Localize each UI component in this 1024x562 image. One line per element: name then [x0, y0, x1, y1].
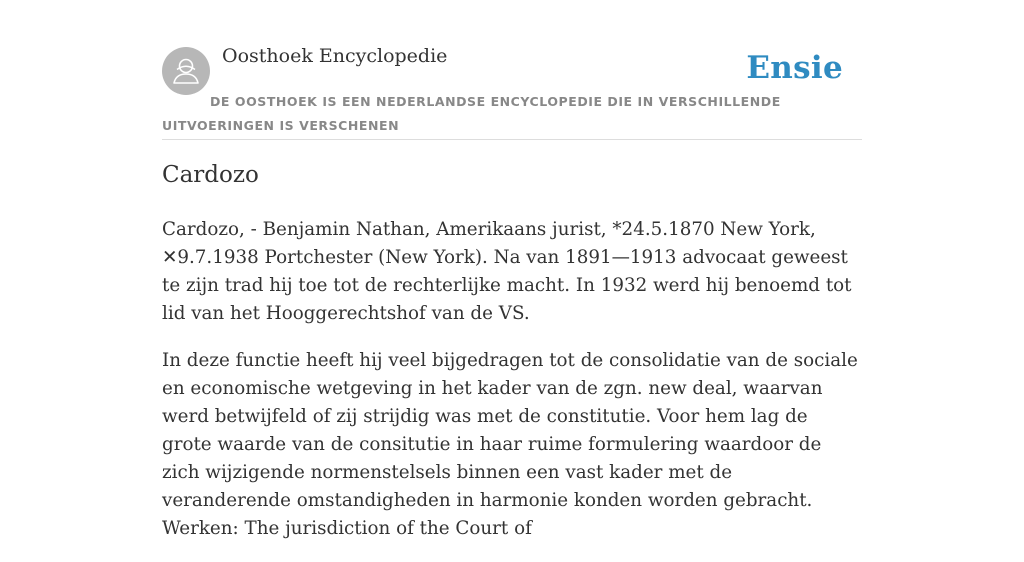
article-title: Cardozo — [162, 162, 259, 188]
header-divider — [162, 139, 862, 140]
article-body — [162, 216, 862, 562]
article-paragraph: Cardozo, - Benjamin Nathan, Amerikaans jurist, *24.5.1870 New York, ✕9.7.1938 Portchester (New York). Na van 1891—1913 advocaat geweest te zijn trad hij toe tot de rechterlijke macht. In 1932 werd hij benoemd tot lid van het Hooggerechtshof van de VS. — [162, 219, 852, 324]
brand-logo[interactable]: Ensie — [746, 50, 843, 86]
user-icon-glyph — [162, 47, 210, 95]
page-container — [162, 0, 862, 539]
site-name[interactable]: Oosthoek Encyclopedie — [222, 45, 448, 67]
user-icon[interactable] — [162, 47, 210, 95]
article-paragraph: In deze functie heeft hij veel bijgedragen tot de consolidatie van de sociale en economische wetgeving in het kader van de zgn. new deal, waarvan werd betwijfeld of zij strijdig was met de constitutie. Voor hem lag de grote waarde van de consitutie in haar ruime formulering waardoor de zich wijzigende normenstelsels binnen een vast kader met de veranderende omstandigheden in harmonie konden worden gebracht. Werken: The jurisdiction of the Court of — [162, 350, 858, 539]
site-tagline: DE OOSTHOEK IS EEN NEDERLANDSE ENCYCLOPEDIE DIE IN VERSCHILLENDE UITVOERINGEN IS VERSCHENEN — [162, 94, 781, 133]
